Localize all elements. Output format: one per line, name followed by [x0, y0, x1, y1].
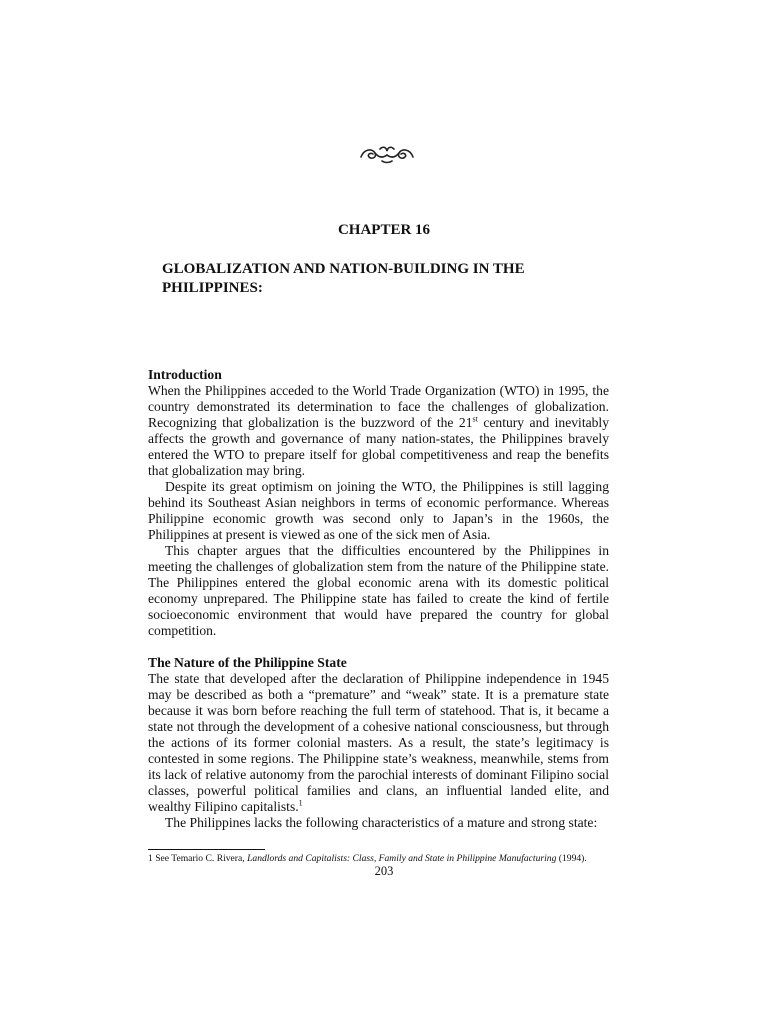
- paragraph-text: The state that developed after the declaration of Philippine independence in 1945 may be described as both a “premature” and “weak” state. It is a premature state because it was born before reaching the full term of statehood. That is, it became a state not through the development of a cohesive national consciousness, but through the actions of its former colonial masters. As a result, the state’s legitimacy is contested in some regions. The Philippine state’s weakness, meanwhile, stems from its lack of relative autonomy from the parochial interests of dominant Filipino social classes, powerful political families and clans, an influential landed elite, and wealthy Filipino capitalists.: [148, 671, 609, 814]
- section-heading-nature: The Nature of the Philippine State: [148, 655, 347, 670]
- superscript: st: [472, 414, 478, 424]
- section-heading-introduction: Introduction: [148, 367, 222, 382]
- chapter-title: GLOBALIZATION AND NATION-BUILDING IN THE PHILIPPINES:: [162, 261, 525, 296]
- paragraph-text: When the Philippines acceded to the World Trade Organization (WTO) in 1995, the country demonstrated its determination to face the challenges of globalization. Recognizing that globalization is the buzzword of the 21: [148, 383, 609, 430]
- paragraph: The Philippines lacks the following characteristics of a mature and strong state:: [165, 815, 598, 830]
- paragraph: Despite its great optimism on joining the WTO, the Philippines is still lagging behind its Southeast Asian neighbors in terms of economic performance. Whereas Philippine economic growth was second only to Japan’s in the 1960s, the Philippines at present is viewed as one of the sick men of Asia.: [148, 479, 609, 542]
- chapter-number: CHAPTER 16: [337, 222, 431, 238]
- paragraph: [148, 671, 609, 815]
- footnote-year: (1994).: [556, 853, 587, 864]
- page-number: 203: [374, 864, 394, 878]
- footnote-divider: [148, 849, 265, 850]
- paragraph-text: century and inevitably affects the growth and governance of many nation-states, the Philippines bravely entered the WTO to prepare itself for global competitiveness and reap the benefits that globalization may bring.: [148, 415, 609, 478]
- footnote-text: 1 See Temario C. Rivera,: [148, 853, 248, 864]
- paragraph: [148, 383, 609, 479]
- footnote-reference: 1: [298, 798, 303, 808]
- paragraph: This chapter argues that the difficulties encountered by the Philippines in meeting the challenges of globalization stem from the nature of the Philippine state. The Philippines entered the global economic arena with its domestic political economy unprepared. The Philippine state has failed to create the kind of fertile socioeconomic environment that would have prepared the country for global competition.: [148, 543, 609, 638]
- fleuron-ornament-icon: [358, 143, 416, 165]
- footnote-book-title: Landlords and Capitalists: Class, Family and State in Philippine Manufacturing: [247, 853, 557, 864]
- section-gap: [148, 639, 609, 655]
- body-text: [148, 367, 609, 831]
